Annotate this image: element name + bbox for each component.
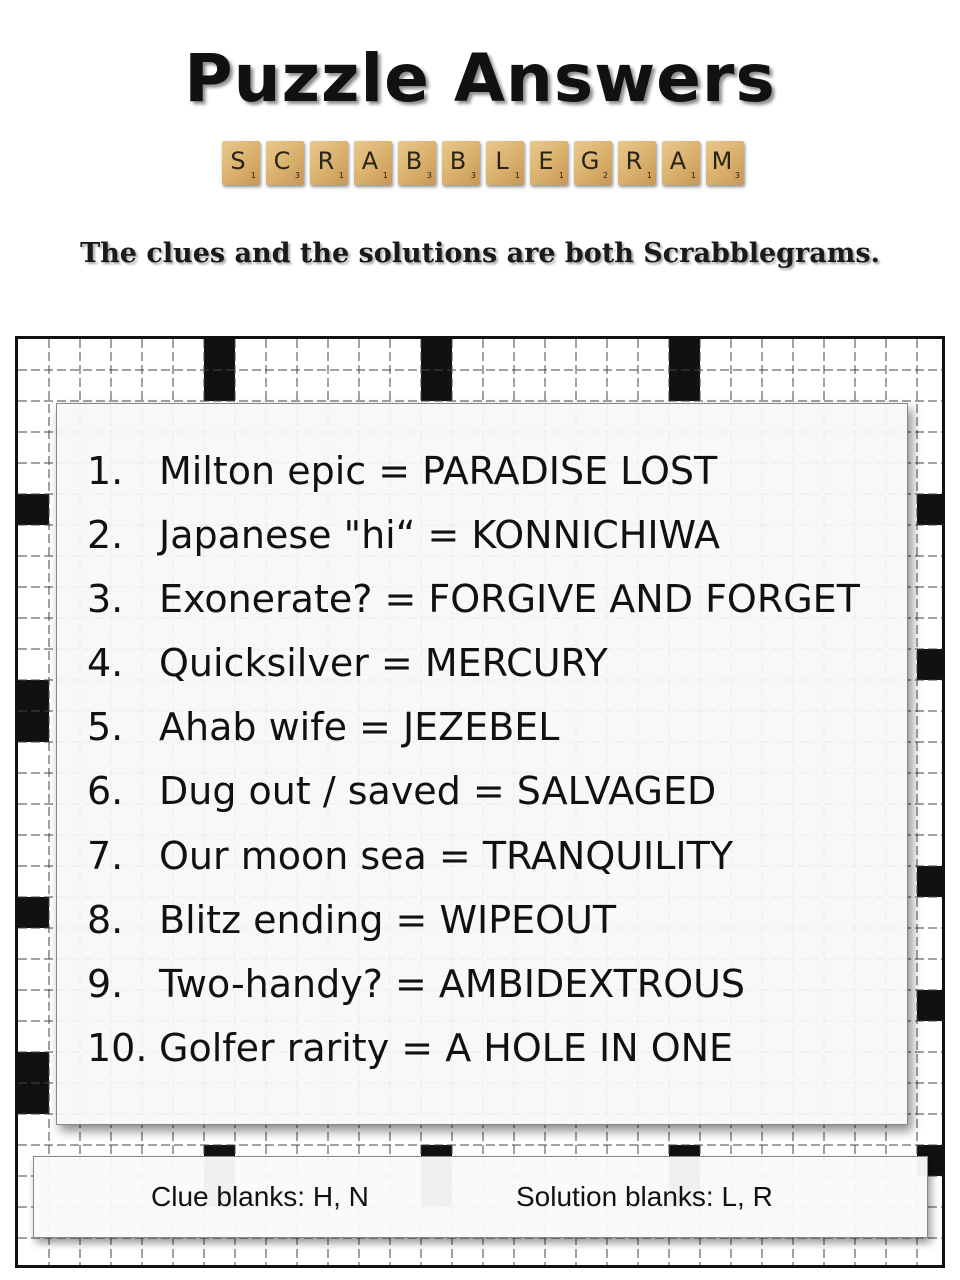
answer-number: 2.: [87, 513, 124, 558]
tile-score: 1: [558, 171, 564, 180]
letter-tile: [442, 141, 480, 185]
tile-letter: M: [711, 147, 733, 175]
answer-text: Japanese "hi“ = KONNICHIWA: [159, 513, 721, 558]
answer-number: 1.: [87, 449, 124, 493]
black-square: [421, 339, 452, 370]
answer-text: Exonerate? = FORGIVE AND FORGET: [159, 577, 860, 622]
tile-letter: A: [669, 147, 687, 175]
tile-letter: S: [230, 147, 246, 175]
answer-text: Dug out / saved = SALVAGED: [159, 769, 717, 814]
tile-score: 3: [294, 171, 300, 180]
answer-text: Milton epic = PARADISE LOST: [159, 449, 718, 493]
blanks-panel: [33, 1156, 928, 1238]
tile-letter: B: [449, 147, 467, 175]
black-square: [917, 494, 945, 525]
black-square: [18, 680, 49, 711]
answer-text: Ahab wife = JEZEBEL: [159, 705, 560, 750]
tile-letter: L: [495, 147, 509, 175]
tile-letter: E: [538, 147, 554, 175]
black-square: [421, 370, 452, 401]
letter-tile: [398, 141, 436, 185]
black-square: [917, 990, 945, 1021]
answer-number: 7.: [87, 833, 124, 878]
tile-letter: G: [580, 147, 600, 175]
tile-score: 1: [382, 171, 388, 180]
answers-panel: [56, 403, 908, 1125]
answer-number: 4.: [87, 641, 124, 686]
tile-letter: R: [317, 147, 335, 175]
letter-tile: [530, 141, 568, 185]
tile-score: 2: [602, 171, 608, 180]
tile-letter: C: [273, 147, 291, 175]
black-square: [204, 339, 235, 370]
scrabblegram-logo: [200, 141, 766, 187]
tile-score: 3: [734, 171, 740, 180]
answer-number: 10.: [87, 1025, 148, 1070]
letter-tile: [662, 141, 700, 185]
answer-number: 9.: [87, 961, 124, 1006]
black-square: [18, 897, 49, 928]
letter-tile: [222, 141, 260, 185]
letter-tile: [266, 141, 304, 185]
answer-number: 5.: [87, 705, 124, 750]
clue-blanks-label: Clue blanks: H, N: [151, 1181, 369, 1212]
answer-text: Quicksilver = MERCURY: [159, 641, 608, 686]
black-square: [669, 370, 700, 401]
answer-text: Our moon sea = TRANQUILITY: [159, 833, 734, 878]
answer-text: Golfer rarity = A HOLE IN ONE: [159, 1025, 734, 1070]
letter-tile: [706, 141, 744, 185]
answer-number: 8.: [87, 897, 124, 942]
black-square: [18, 1083, 49, 1114]
tile-score: 1: [646, 171, 652, 180]
answer-text: Blitz ending = WIPEOUT: [159, 897, 617, 942]
page-title: Puzzle Answers: [184, 40, 776, 117]
black-square: [204, 370, 235, 401]
black-square: [18, 494, 49, 525]
tile-score: 3: [470, 171, 476, 180]
black-square: [917, 649, 945, 680]
tile-score: 1: [250, 171, 256, 180]
tile-score: 1: [514, 171, 520, 180]
tile-letter: R: [625, 147, 643, 175]
tile-score: 1: [690, 171, 696, 180]
tile-letter: A: [361, 147, 379, 175]
answer-text: Two-handy? = AMBIDEXTROUS: [159, 961, 746, 1006]
letter-tile: [574, 141, 612, 185]
subtitle: The clues and the solutions are both Scrabblegrams.: [80, 238, 880, 269]
letter-tile: [486, 141, 524, 185]
letter-tile: [310, 141, 348, 185]
letter-tile: [618, 141, 656, 185]
letter-tile: [354, 141, 392, 185]
answer-number: 6.: [87, 769, 124, 814]
solution-blanks-label: Solution blanks: L, R: [516, 1181, 773, 1212]
black-square: [18, 1052, 49, 1083]
black-square: [669, 339, 700, 370]
tile-letter: B: [405, 147, 423, 175]
black-square: [917, 866, 945, 897]
black-square: [18, 711, 49, 742]
tile-score: 3: [426, 171, 432, 180]
tile-score: 1: [338, 171, 344, 180]
answer-number: 3.: [87, 577, 124, 622]
